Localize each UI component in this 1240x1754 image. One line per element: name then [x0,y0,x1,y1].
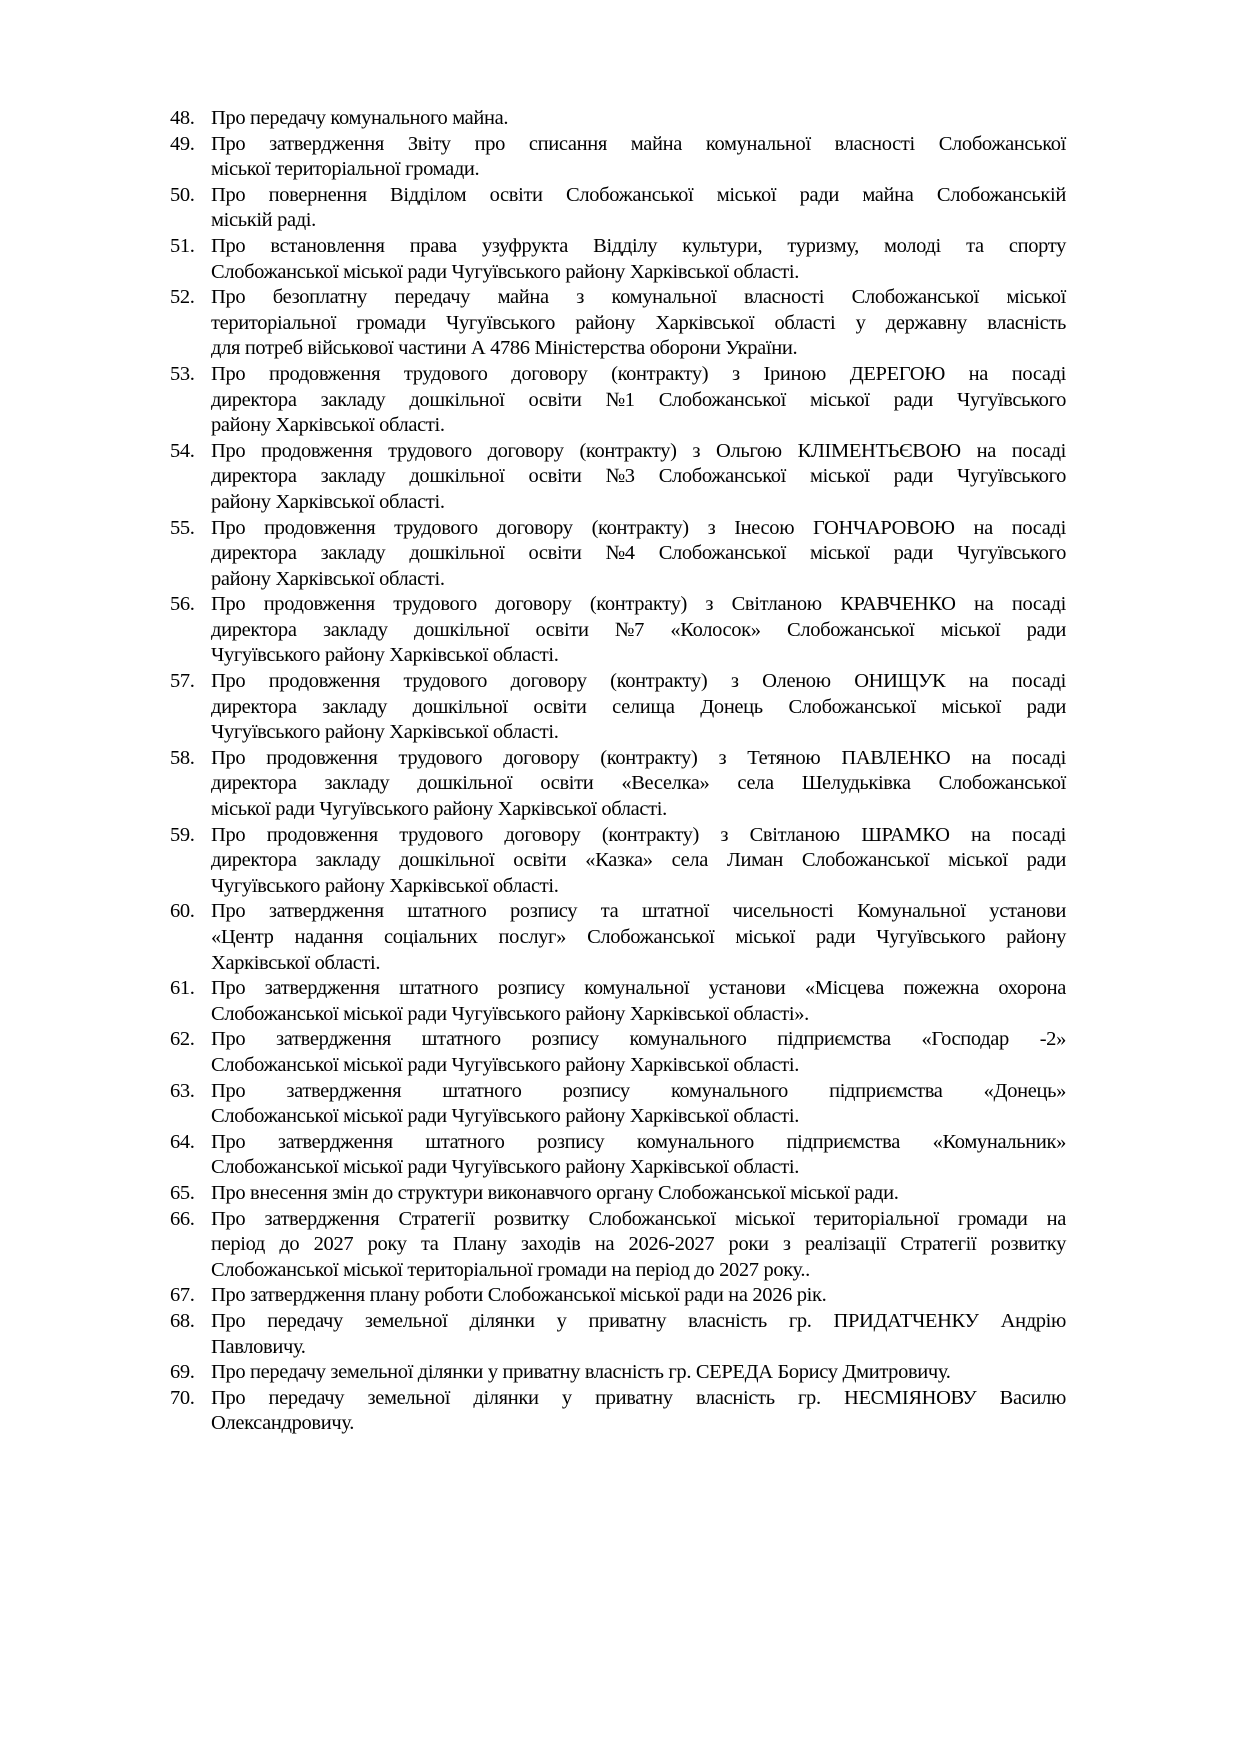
agenda-item [170,362,1066,439]
item-text-line: Про передачу земельної ділянки у приватну власність гр. ПРИДАТЧЕНКУ Андрію [211,1309,1066,1332]
item-text [211,1130,1066,1181]
item-text-line: Чугуївського району Харківської області. [211,721,559,744]
agenda-item [170,746,1066,823]
item-number: 66. [170,1207,195,1230]
item-text-line: міській раді. [211,209,316,232]
item-text [211,976,1066,1027]
agenda-item [170,899,1066,976]
item-text-line: району Харківської області. [211,567,445,590]
item-number: 55. [170,516,195,539]
item-text-line: Чугуївського району Харківської області. [211,874,559,897]
item-text-line: Про затвердження штатного розпису комунального підприємства «Донець» [211,1079,1066,1102]
item-text-line: директора закладу дошкільної освіти «Веселка» села Шелудьківка Слобожанської [211,772,1066,795]
item-text-line: Слобожанської міської ради Чугуївського району Харківської області. [211,1105,799,1128]
agenda-item [170,1360,1066,1386]
item-text-line: Про продовження трудового договору (контракту) з Світланою ШРАМКО на посаді [211,823,1067,846]
item-text-line: Про затвердження штатного розпису та штатної чисельності Комунальної установи [211,900,1067,923]
item-text-line: Про продовження трудового договору (контракту) з Ольгою КЛІМЕНТЬЄВОЮ на посаді [211,439,1067,462]
agenda-item [170,106,1066,132]
item-text [211,132,1066,183]
item-text [211,1027,1066,1078]
item-text [211,746,1066,823]
agenda-item [170,1079,1066,1130]
item-text-line: директора закладу дошкільної освіти селища Донець Слобожанської міської ради [211,695,1067,718]
item-number: 54. [170,439,195,462]
agenda-item [170,592,1066,669]
item-text [211,362,1066,439]
item-text [211,234,1066,285]
item-text [211,1207,1066,1284]
item-text [211,1283,1066,1309]
item-number: 65. [170,1181,195,1204]
agenda-item [170,1130,1066,1181]
item-text [211,669,1066,746]
item-number: 60. [170,900,195,923]
item-number: 52. [170,286,195,309]
item-text-line: Про встановлення права узуфрукта Відділу культури, туризму, молоді та спорту [211,234,1067,257]
item-number: 50. [170,183,195,206]
item-text [211,592,1066,669]
item-text-line: Слобожанської міської ради Чугуївського району Харківської області. [211,1053,799,1076]
item-number: 59. [170,823,195,846]
item-text-line: Чугуївського району Харківської області. [211,644,559,667]
item-number: 48. [170,107,195,129]
item-text-line: для потреб військової частини А 4786 Міністерства оборони України. [211,337,798,360]
agenda-item [170,439,1066,516]
item-number: 69. [170,1361,195,1384]
item-text-line: Про внесення змін до структури виконавчого органу Слобожанської міської ради. [211,1181,899,1204]
item-text-line: Павловичу. [211,1335,306,1358]
item-text-line: Про продовження трудового договору (контракту) з Оленою ОНИЩУК на посаді [211,670,1067,693]
agenda-item [170,1027,1066,1078]
agenda-list [170,106,1066,1437]
agenda-item [170,516,1066,593]
item-text [211,823,1066,900]
agenda-item [170,285,1066,362]
item-number: 63. [170,1079,195,1102]
item-number: 68. [170,1309,195,1332]
item-number: 49. [170,132,195,155]
item-number: 58. [170,746,195,769]
item-text-line: директора закладу дошкільної освіти №4 Слобожанської міської ради Чугуївського [211,542,1067,565]
item-number: 70. [170,1386,195,1409]
item-text-line: Про повернення Відділом освіти Слобожанської міської ради майна Слобожанській [211,183,1066,206]
item-text-line: Про затвердження Стратегії розвитку Слобожанської міської територіальної громади на [211,1207,1067,1230]
item-number: 56. [170,593,195,616]
item-text-line: міської ради Чугуївського району Харківської області. [211,798,667,821]
item-text-line: Про затвердження штатного розпису комунальної установи «Місцева пожежна охорона [211,977,1066,1000]
item-text-line: району Харківської області. [211,490,445,513]
agenda-item [170,234,1066,285]
item-text-line: Про продовження трудового договору (контракту) з Світланою КРАВЧЕНКО на посаді [211,593,1067,616]
agenda-item [170,183,1066,234]
agenda-item [170,1207,1066,1284]
item-text-line: Про передачу земельної ділянки у приватну власність гр. НЕСМІЯНОВУ Василю [211,1386,1066,1409]
item-number: 57. [170,670,195,693]
item-text-line: директора закладу дошкільної освіти №7 «Колосок» Слобожанської міської ради [211,618,1066,641]
item-text-line: Про затвердження Звіту про списання майна комунальної власності Слобожанської [211,132,1067,155]
item-text-line: Про безоплатну передачу майна з комунальної власності Слобожанської міської [211,286,1066,309]
item-number: 51. [170,234,195,257]
agenda-item [170,976,1066,1027]
item-text-line: Про затвердження штатного розпису комунального підприємства «Комунальник» [211,1130,1067,1153]
item-text-line: Про затвердження штатного розпису комунального підприємства «Господар -2» [211,1028,1066,1051]
item-text [211,516,1066,593]
item-text-line: Про продовження трудового договору (контракту) з Іриною ДЕРЕГОЮ на посаді [211,362,1067,385]
agenda-item [170,669,1066,746]
item-text-line: Про передачу земельної ділянки у приватну власність гр. СЕРЕДА Борису Дмитровичу. [211,1361,951,1384]
item-text-line: Про продовження трудового договору (контракту) з Тетяною ПАВЛЕНКО на посаді [211,746,1066,769]
agenda-item [170,1309,1066,1360]
item-text-line: району Харківської області. [211,414,445,437]
agenda-item [170,823,1066,900]
item-text [211,1079,1066,1130]
item-text-line: Слобожанської міської ради Чугуївського району Харківської області». [211,1002,809,1025]
item-text-line: Про продовження трудового договору (контракту) з Інесою ГОНЧАРОВОЮ на посаді [211,516,1066,539]
item-text [211,1386,1066,1437]
item-text [211,1181,1066,1207]
item-text-line: міської територіальної громади. [211,158,480,181]
item-text [211,106,1066,132]
item-number: 67. [170,1284,195,1307]
item-text [211,1309,1066,1360]
item-text-line: Про передачу комунального майна. [211,107,509,129]
item-text [211,1360,1066,1386]
item-text-line: директора закладу дошкільної освіти «Казка» села Лиман Слобожанської міської ради [211,849,1066,872]
item-text-line: Слобожанської міської ради Чугуївського району Харківської області. [211,1156,799,1179]
item-text-line: Слобожанської міської територіальної громади на період до 2027 року.. [211,1258,810,1281]
item-text-line: Харківської області. [211,951,381,974]
agenda-item [170,1181,1066,1207]
item-number: 53. [170,362,195,385]
item-text-line: Слобожанської міської ради Чугуївського району Харківської області. [211,260,799,283]
item-text-line: Про затвердження плану роботи Слобожанської міської ради на 2026 рік. [211,1284,827,1307]
agenda-item [170,132,1066,183]
item-text-line: директора закладу дошкільної освіти №1 Слобожанської міської ради Чугуївського [211,388,1067,411]
item-text [211,285,1066,362]
agenda-item [170,1386,1066,1437]
item-text-line: «Центр надання соціальних послуг» Слобожанської міської ради Чугуївського району [211,926,1066,948]
item-number: 61. [170,977,195,1000]
item-number: 62. [170,1028,195,1051]
item-text [211,439,1066,516]
item-text-line: Олександровичу. [211,1412,354,1435]
item-text-line: директора закладу дошкільної освіти №3 Слобожанської міської ради Чугуївського [211,465,1067,488]
agenda-item [170,1283,1066,1309]
item-text [211,183,1066,234]
item-text-line: територіальної громади Чугуївського району Харківської області у державну власність [211,311,1066,334]
item-text-line: період до 2027 року та Плану заходів на 2026-2027 роки з реалізації Стратегії розвитку [211,1233,1067,1256]
item-text [211,899,1066,976]
item-number: 64. [170,1130,195,1153]
